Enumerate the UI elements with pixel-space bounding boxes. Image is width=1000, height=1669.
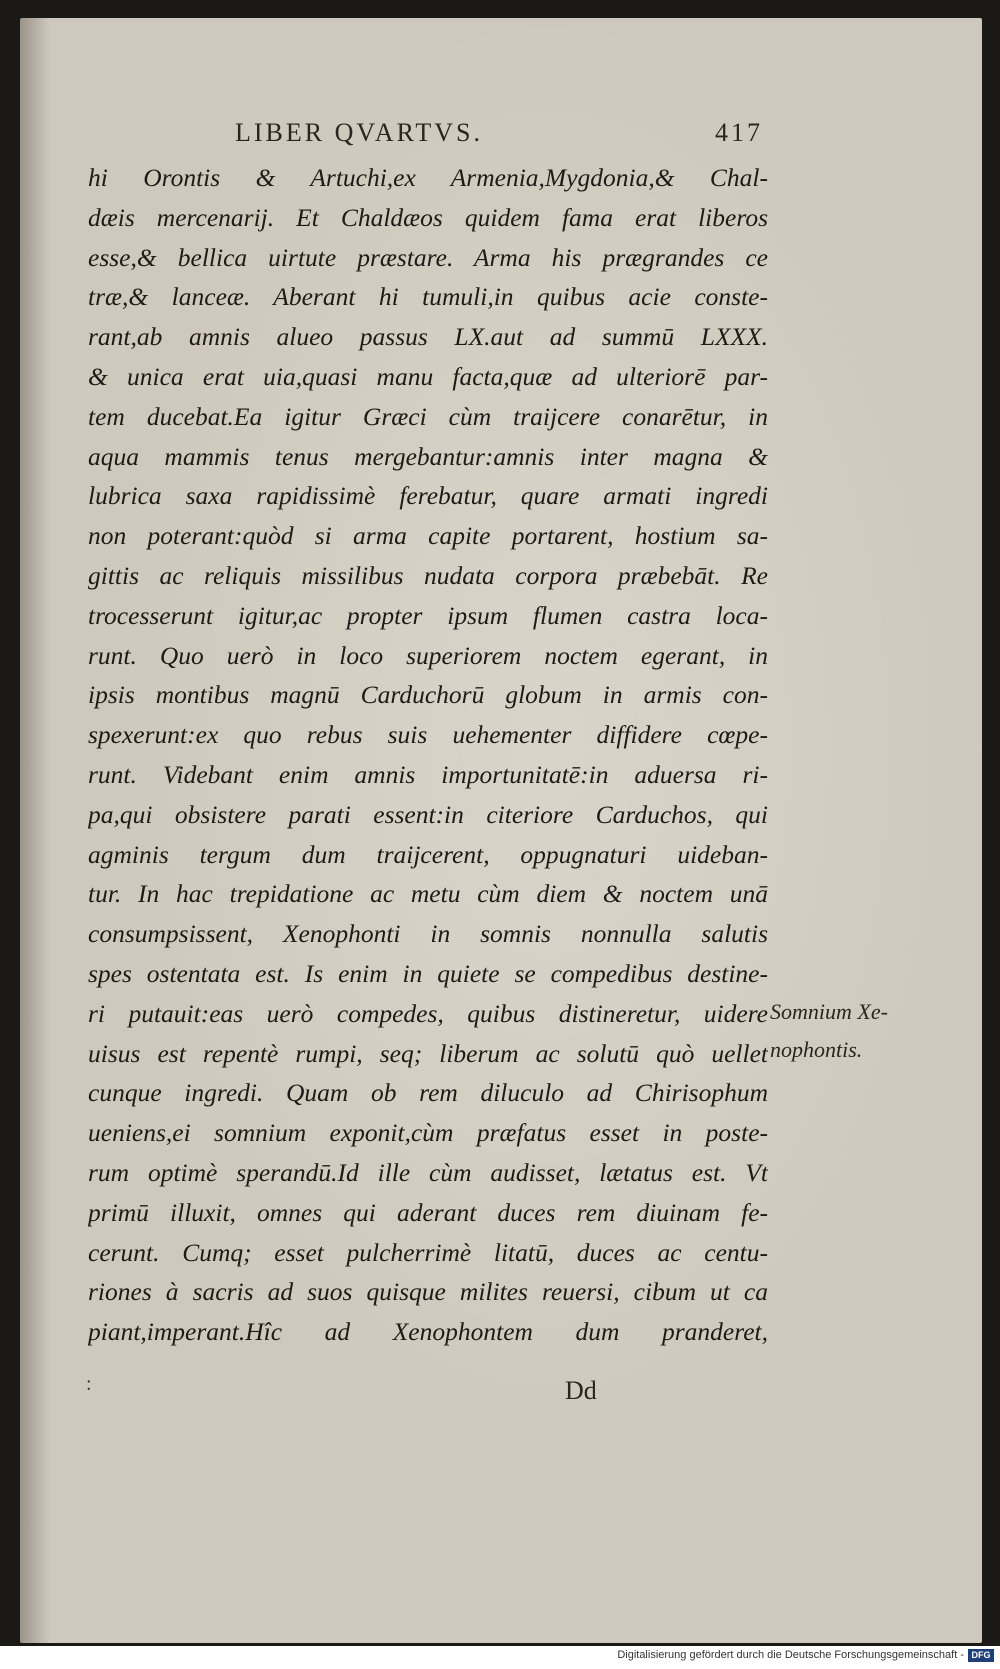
page-number: 417 bbox=[715, 118, 763, 147]
text-line: spexerunt:ex quo rebus suis uehementer diffidere cœpe- bbox=[88, 720, 768, 750]
text-line: uisus est repentè rumpi, seq; liberum ac solutū quò uellet bbox=[88, 1038, 768, 1068]
running-title: LIBER QVARTVS. bbox=[235, 118, 483, 147]
text-line: tur. In hac trepidatione ac metu cùm diem & noctem unā bbox=[88, 879, 768, 909]
text-line: piant,imperant.Hîc ad Xenophontem dum pranderet, bbox=[88, 1317, 768, 1347]
running-header bbox=[235, 118, 775, 148]
footer-credit: Digitalisierung gefördert durch die Deutsche Forschungsgemeinschaft - bbox=[617, 1649, 964, 1661]
text-line: dæis mercenarij. Et Chaldæos quidem fama erat liberos bbox=[88, 202, 768, 232]
text-line: rant,ab amnis alueo passus LX.aut ad summū LXXX. bbox=[88, 322, 768, 352]
text-line: runt. Videbant enim amnis importunitatē:in aduersa ri- bbox=[88, 759, 768, 789]
text-line: non poterant:quòd si arma capite portarent, hostium sa- bbox=[88, 521, 768, 551]
text-line: rum optimè sperandū.Id ille cùm audisset, lætatus est. Vt bbox=[88, 1157, 768, 1187]
signature-mark: Dd bbox=[565, 1376, 597, 1405]
text-line: primū illuxit, omnes qui aderant duces rem diuinam fe- bbox=[88, 1197, 768, 1227]
stray-mark: : bbox=[86, 1373, 92, 1395]
text-line: ueniens,ei somnium exponit,cùm præfatus esset in poste- bbox=[88, 1118, 768, 1148]
text-line: pa,qui obsistere parati essent:in citeriore Carduchos, qui bbox=[88, 799, 768, 829]
text-line: gittis ac reliquis missilibus nudata corpora præbebāt. Re bbox=[88, 560, 768, 590]
text-line: hi Orontis & Artuchi,ex Armenia,Mygdonia,& Chal- bbox=[88, 163, 768, 192]
text-line: runt. Quo uerò in loco superiorem noctem egerant, in bbox=[88, 640, 768, 670]
marginal-note bbox=[770, 993, 930, 1069]
marginal-note-line: Somnium Xe- bbox=[770, 999, 888, 1024]
text-line: træ,& lanceæ. Aberant hi tumuli,in quibus acie conste- bbox=[88, 282, 768, 312]
text-line: tem ducebat.Ea igitur Græci cùm traijcere conarētur, in bbox=[88, 401, 768, 431]
text-line: agminis tergum dum traijcerent, oppugnaturi uideban- bbox=[88, 839, 768, 869]
dfg-logo-icon: DFG bbox=[968, 1649, 994, 1662]
text-line: & unica erat uia,quasi manu facta,quæ ad ulteriorē par- bbox=[88, 361, 768, 391]
text-line: ri putauit:eas uerò compedes, quibus distineretur, uidere bbox=[88, 998, 768, 1028]
text-line: trocesserunt igitur,ac propter ipsum flumen castra loca- bbox=[88, 600, 768, 630]
text-line: lubrica saxa rapidissimè ferebatur, quare armati ingredi bbox=[88, 481, 768, 511]
text-line: cerunt. Cumq; esset pulcherrimè litatū, duces ac centu- bbox=[88, 1237, 768, 1267]
text-line: esse,& bellica uirtute præstare. Arma his prægrandes ce bbox=[88, 242, 768, 272]
digitization-footer bbox=[0, 1646, 1000, 1669]
text-line: aqua mammis tenus mergebantur:amnis inter magna & bbox=[88, 441, 768, 471]
text-line: cunque ingredi. Quam ob rem diluculo ad Chirisophum bbox=[88, 1078, 768, 1108]
text-line: ipsis montibus magnū Carduchorū globum in armis con- bbox=[88, 680, 768, 710]
text-line: spes ostentata est. Is enim in quiete se compedibus destine- bbox=[88, 958, 768, 988]
text-line: consumpsissent, Xenophonti in somnis nonnulla salutis bbox=[88, 919, 768, 949]
text-line: riones à sacris ad suos quisque milites reuersi, cibum ut ca bbox=[88, 1277, 768, 1307]
marginal-note-line: nophontis. bbox=[770, 1037, 863, 1062]
book-page bbox=[20, 18, 982, 1643]
main-text-block bbox=[88, 158, 788, 1352]
